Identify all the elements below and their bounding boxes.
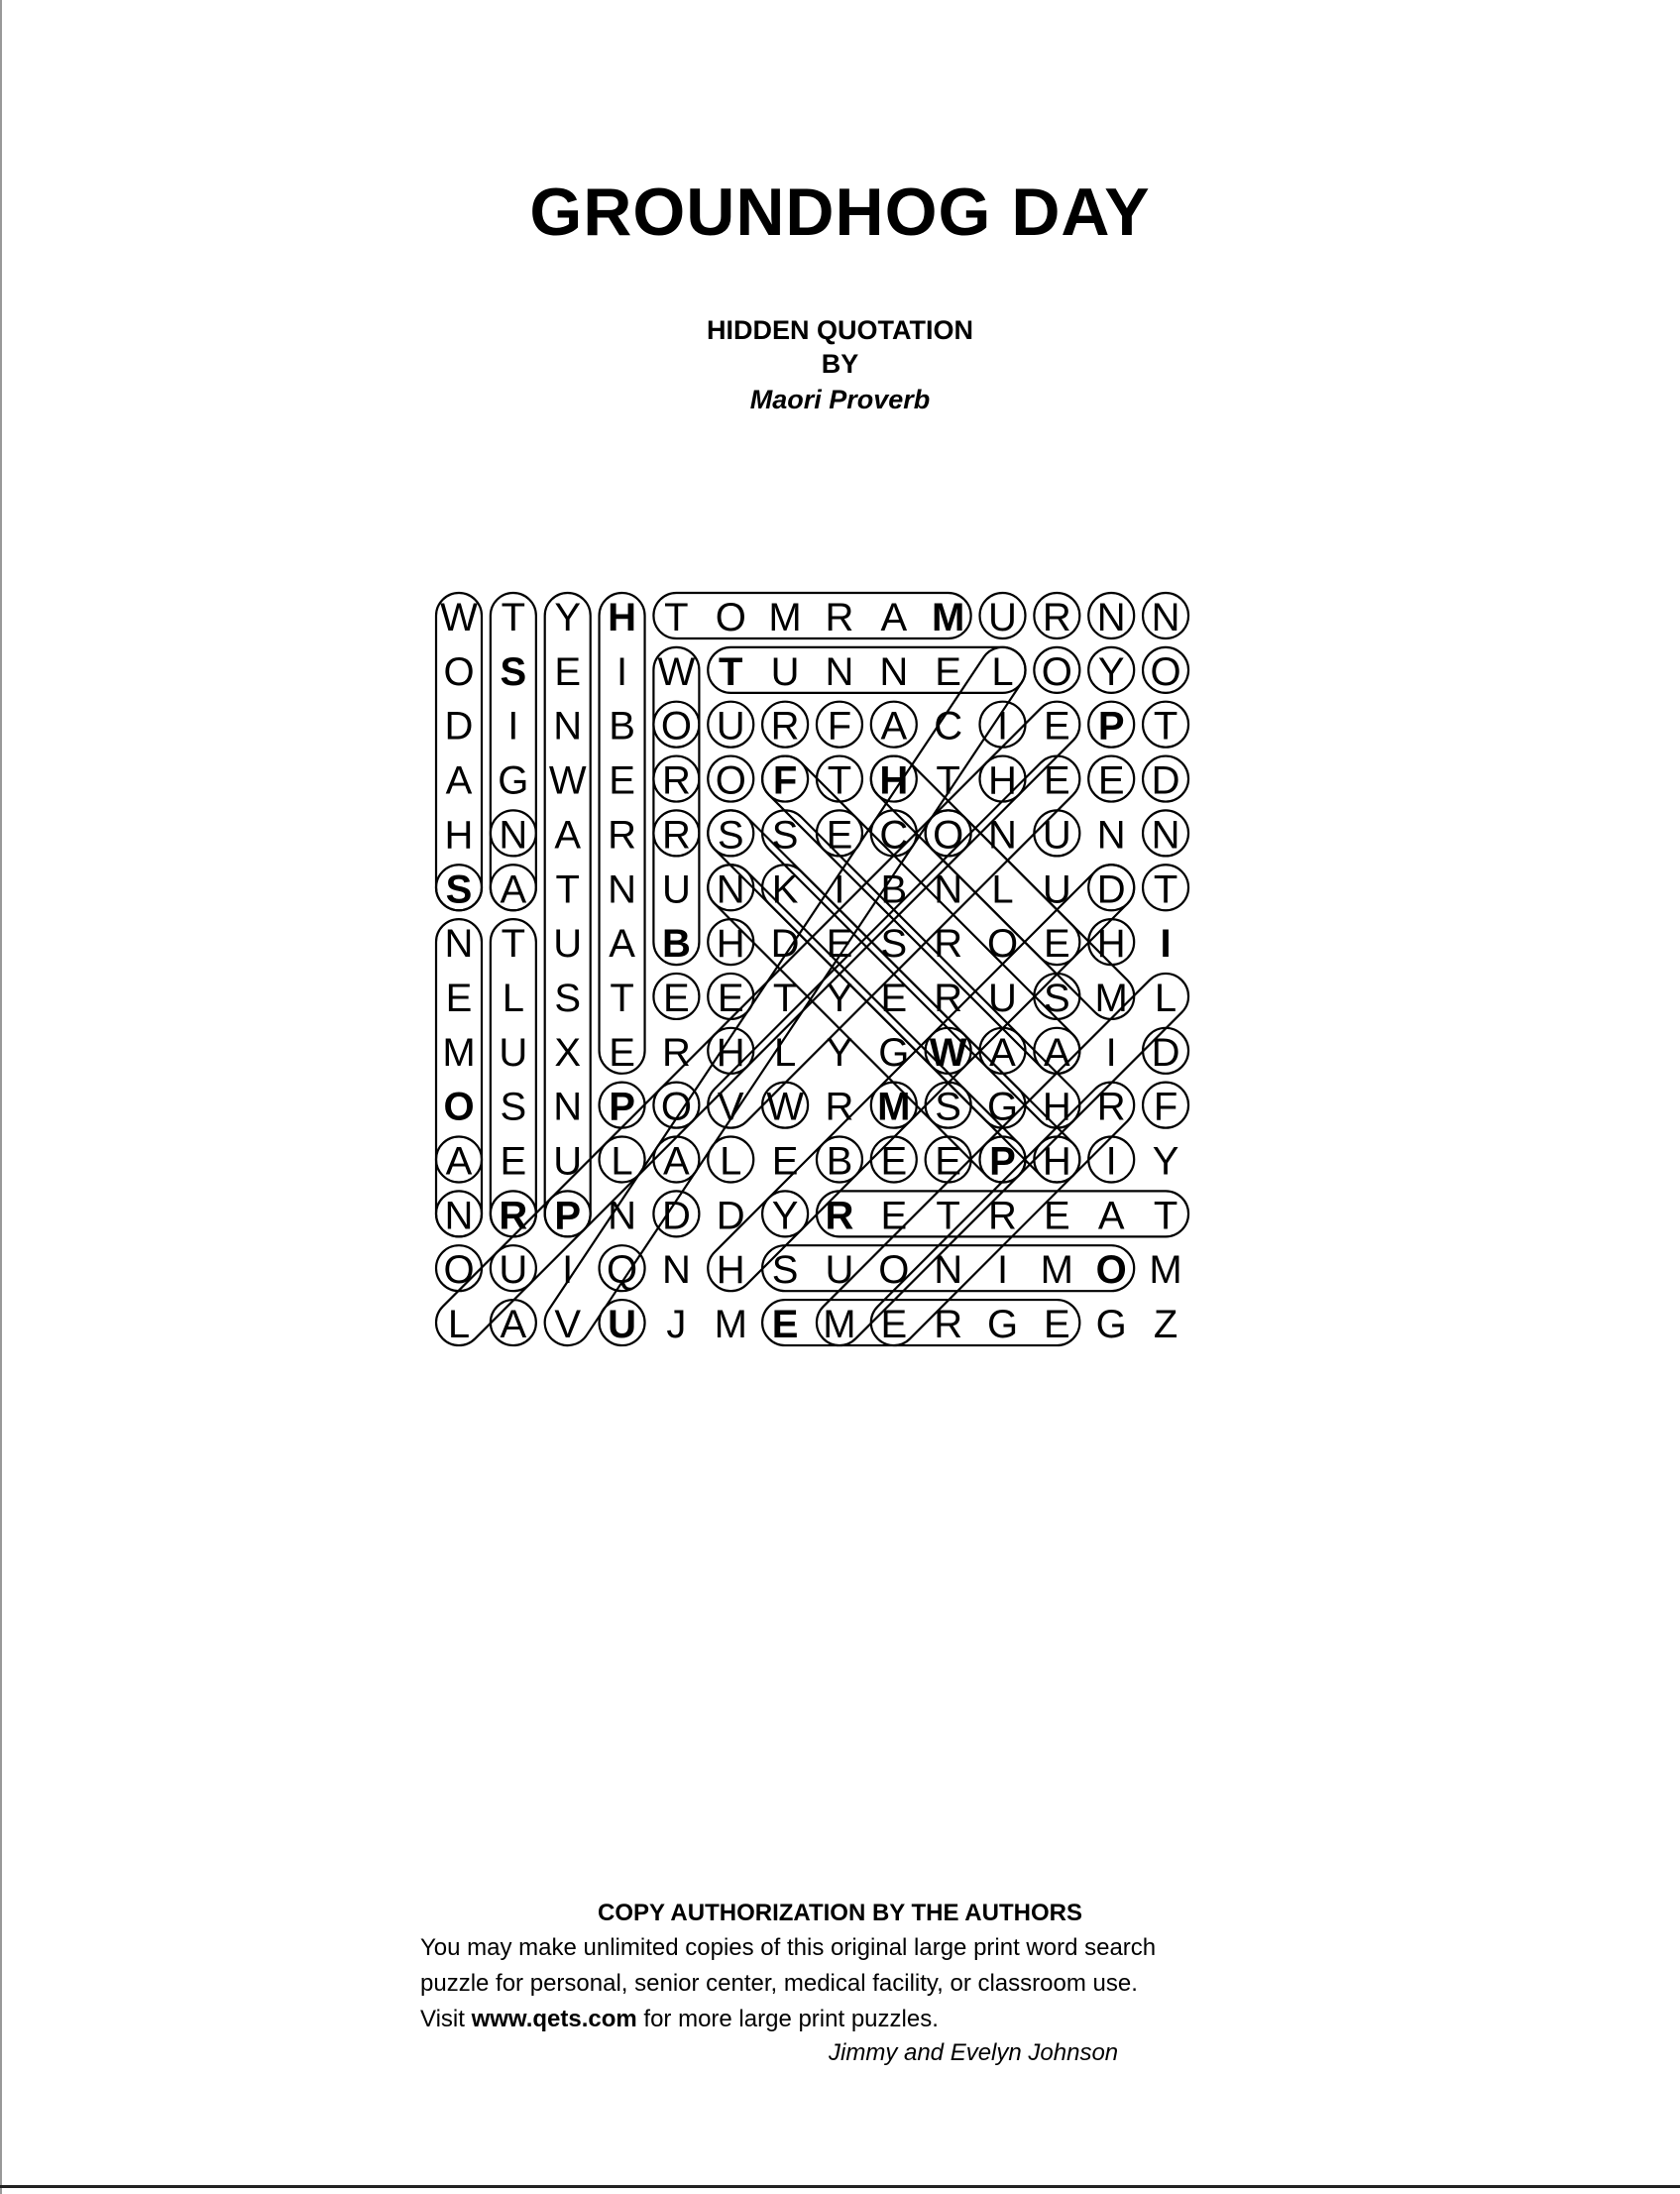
grid-letter: A — [663, 1139, 690, 1184]
grid-letter: B — [609, 704, 635, 749]
grid-letter: N — [444, 922, 474, 967]
grid-letter: N — [1151, 813, 1180, 858]
grid-letter: G — [1095, 1303, 1127, 1347]
grid-letter: R — [825, 1194, 854, 1238]
grid-letter: E — [500, 1139, 527, 1184]
grid-letter: T — [664, 596, 689, 639]
grid-letter: D — [661, 1194, 691, 1238]
grid-letter: H — [716, 1248, 745, 1293]
grid-letter: E — [1044, 1194, 1070, 1238]
cell-letters — [440, 596, 1182, 1346]
grid-letter: O — [443, 649, 475, 694]
grid-letter: S — [500, 1085, 527, 1129]
grid-letter: K — [771, 867, 799, 912]
grid-letter: M — [823, 1303, 856, 1347]
grid-letter: U — [608, 1303, 636, 1347]
word-loop-9 — [491, 919, 536, 1236]
word-loop-20 — [753, 747, 1089, 1083]
grid-letter: F — [1153, 1085, 1178, 1129]
word-loop-2 — [491, 593, 536, 910]
grid-letter: L — [1154, 976, 1177, 1020]
grid-letter: T — [1153, 704, 1178, 749]
grid-letter: W — [440, 596, 478, 639]
grid-letter: M — [1040, 1248, 1074, 1293]
grid-letter: A — [554, 813, 582, 858]
grid-letter: D — [1151, 1030, 1180, 1075]
grid-letter: D — [444, 704, 474, 749]
word-loop-8 — [436, 919, 482, 1236]
grid-letter: M — [714, 1303, 747, 1347]
grid-letter: P — [554, 1194, 582, 1238]
grid-letter: U — [553, 922, 583, 967]
grid-letter: Q — [606, 1248, 638, 1293]
grid-letter: I — [1105, 1139, 1117, 1184]
grid-letter: T — [772, 976, 798, 1020]
grid-letter: R — [934, 922, 963, 967]
grid-letter: A — [880, 596, 908, 639]
grid-letter: T — [555, 867, 580, 912]
grid-letter: R — [934, 1303, 963, 1347]
quotation-author: Maori Proverb — [749, 385, 931, 414]
grid-letter: D — [770, 922, 800, 967]
grid-letter: E — [445, 976, 473, 1020]
word-loop-7 — [708, 647, 1025, 693]
grid-letter: H — [879, 758, 909, 803]
grid-letter: Y — [1152, 1139, 1179, 1184]
grid-letter: E — [771, 1303, 799, 1347]
grid-letter: H — [716, 1030, 745, 1075]
grid-letter: V — [554, 1303, 582, 1347]
grid-letter: U — [1042, 867, 1071, 912]
grid-letter: L — [502, 976, 524, 1020]
grid-letter: E — [1044, 922, 1070, 967]
grid-letter: M — [768, 596, 802, 639]
grid-letter: E — [880, 976, 908, 1020]
grid-letter: T — [936, 758, 960, 803]
word-loop-12 — [762, 1300, 1079, 1345]
grid-letter: U — [770, 649, 800, 694]
grid-letter: T — [501, 596, 526, 639]
grid-letter: H — [1042, 1085, 1071, 1129]
grid-letter: A — [445, 758, 473, 803]
grid-letter: I — [996, 704, 1009, 749]
grid-letter: G — [986, 1303, 1019, 1347]
grid-letter: O — [443, 1248, 475, 1293]
grid-letter: T — [936, 1194, 960, 1238]
grid-letter: N — [879, 649, 909, 694]
grid-letter: O — [715, 596, 746, 639]
grid-letter: S — [445, 867, 473, 912]
grid-letter: H — [988, 758, 1017, 803]
grid-letter: V — [717, 1085, 744, 1129]
grid-letter: G — [986, 1085, 1019, 1129]
grid-letter: D — [1096, 867, 1126, 912]
grid-letter: U — [499, 1248, 528, 1293]
grid-letter: H — [1096, 922, 1126, 967]
grid-letter: R — [608, 813, 636, 858]
grid-letter: R — [770, 704, 800, 749]
authors-signature: Jimmy and Evelyn Johnson — [829, 2039, 1119, 2066]
grid-letter: U — [661, 867, 691, 912]
grid-letter: D — [1151, 758, 1180, 803]
grid-letter: O — [660, 1085, 692, 1129]
grid-letter: E — [935, 649, 961, 694]
grid-letter: R — [661, 813, 691, 858]
grid-letter: O — [660, 704, 692, 749]
grid-letter: O — [878, 1248, 910, 1293]
website-link[interactable]: www.qets.com — [471, 2006, 637, 2032]
grid-letter: E — [1044, 758, 1070, 803]
grid-letter: E — [717, 976, 744, 1020]
grid-letter: R — [661, 758, 691, 803]
grid-letter: R — [499, 1194, 528, 1238]
grid-letter: T — [1153, 867, 1178, 912]
grid-letter: M — [442, 1030, 476, 1075]
grid-letter: F — [827, 704, 852, 749]
grid-letter: C — [934, 704, 963, 749]
grid-letter: U — [988, 596, 1017, 639]
grid-letter: N — [988, 813, 1017, 858]
grid-letter: O — [933, 813, 964, 858]
grid-letter: A — [880, 704, 908, 749]
word-loop-24 — [699, 856, 1035, 1192]
grid-letter: N — [553, 704, 583, 749]
grid-letter: L — [773, 1030, 797, 1075]
grid-letter: A — [1097, 1194, 1125, 1238]
grid-letter: G — [498, 758, 529, 803]
grid-letter: S — [771, 1248, 799, 1293]
grid-letter: N — [934, 1248, 963, 1293]
grid-letter: R — [934, 976, 963, 1020]
grid-letter: P — [989, 1139, 1016, 1184]
quotation-heading: HIDDEN QUOTATION — [707, 315, 973, 345]
grid-letter: L — [447, 1303, 471, 1347]
by-label: BY — [821, 349, 859, 379]
grid-letter: N — [934, 867, 963, 912]
grid-letter: R — [1042, 596, 1071, 639]
grid-letter: O — [986, 922, 1019, 967]
grid-letter: A — [989, 1030, 1016, 1075]
grid-letter: O — [715, 758, 746, 803]
visit-suffix: for more large print puzzles. — [636, 2006, 939, 2032]
grid-letter: T — [1153, 1194, 1178, 1238]
copy-authorization-line-3 — [420, 2006, 939, 2033]
grid-letter: N — [1096, 596, 1126, 639]
grid-letter: H — [608, 596, 636, 639]
grid-letter: E — [1044, 704, 1070, 749]
grid-letter: E — [609, 758, 635, 803]
word-loop-5 — [653, 593, 970, 638]
grid-letter: F — [772, 758, 798, 803]
grid-letter: B — [880, 867, 908, 912]
grid-letter: N — [661, 1248, 691, 1293]
grid-letter: N — [1096, 813, 1126, 858]
grid-letter: I — [616, 649, 628, 694]
grid-letter: H — [716, 922, 745, 967]
grid-letter: A — [500, 867, 527, 912]
grid-letter: U — [499, 1030, 528, 1075]
grid-letter: I — [834, 867, 845, 912]
grid-letter: I — [562, 1248, 574, 1293]
grid-letter: R — [988, 1194, 1017, 1238]
grid-letter: N — [608, 1194, 636, 1238]
grid-letter: O — [1150, 649, 1181, 694]
copy-authorization-line-1: You may make unlimited copies of this original large print word search — [420, 1934, 1157, 1961]
grid-letter: N — [553, 1085, 583, 1129]
word-loops — [426, 593, 1197, 1355]
grid-letter: M — [931, 596, 965, 639]
grid-letter: U — [716, 704, 745, 749]
grid-letter: N — [444, 1194, 474, 1238]
copy-authorization-line-2: puzzle for personal, senior center, medical facility, or classroom use. — [420, 1970, 1138, 1997]
grid-letter: U — [825, 1248, 854, 1293]
grid-letter: X — [554, 1030, 582, 1075]
grid-letter: E — [1097, 758, 1125, 803]
grid-letter: S — [500, 649, 527, 694]
grid-letter: R — [1096, 1085, 1126, 1129]
grid-letter: S — [717, 813, 744, 858]
grid-letter: E — [663, 976, 690, 1020]
grid-letter: B — [661, 922, 691, 967]
grid-letter: J — [666, 1303, 687, 1347]
grid-letter: E — [826, 813, 853, 858]
grid-letter: T — [827, 758, 852, 803]
grid-letter: Y — [554, 596, 582, 639]
grid-letter: A — [500, 1303, 527, 1347]
grid-letter: I — [1160, 922, 1172, 967]
grid-letter: T — [501, 922, 526, 967]
grid-letter: M — [877, 1085, 911, 1129]
copy-authorization-heading: COPY AUTHORIZATION BY THE AUTHORS — [598, 1900, 1082, 1926]
word-loop-6 — [653, 647, 699, 965]
grid-letter: O — [443, 1085, 475, 1129]
grid-letter: A — [445, 1139, 473, 1184]
grid-letter: E — [771, 1139, 799, 1184]
cell-circles — [436, 593, 1188, 1345]
grid-letter: Y — [826, 1030, 853, 1075]
grid-letter: C — [879, 813, 909, 858]
grid-letter: M — [1094, 976, 1128, 1020]
grid-letter: Y — [771, 1194, 799, 1238]
grid-letter: A — [1044, 1030, 1070, 1075]
grid-letter: P — [1097, 704, 1125, 749]
grid-letter: D — [716, 1194, 745, 1238]
word-loop-16 — [699, 856, 1144, 1301]
grid-letter: E — [826, 922, 853, 967]
grid-letter: Z — [1153, 1303, 1178, 1347]
grid-letter: E — [1044, 1303, 1070, 1347]
grid-letter: R — [825, 1085, 854, 1129]
grid-letter: E — [554, 649, 582, 694]
grid-letter: E — [935, 1139, 961, 1184]
grid-letter: O — [1095, 1248, 1127, 1293]
grid-letter: T — [719, 649, 743, 694]
grid-letter: A — [609, 922, 635, 967]
grid-letter: R — [661, 1030, 691, 1075]
grid-letter: H — [1042, 1139, 1071, 1184]
grid-letter: E — [880, 1303, 908, 1347]
grid-letter: N — [825, 649, 854, 694]
grid-letter: G — [878, 1030, 910, 1075]
grid-letter: W — [548, 758, 587, 803]
grid-letter: Y — [1097, 649, 1125, 694]
grid-letter: U — [1042, 813, 1071, 858]
grid-letter: L — [611, 1139, 633, 1184]
grid-letter: N — [499, 813, 528, 858]
grid-letter: L — [991, 649, 1014, 694]
grid-letter: W — [929, 1030, 967, 1075]
grid-letter: N — [1151, 596, 1180, 639]
grid-letter: H — [444, 813, 474, 858]
grid-letter: I — [1105, 1030, 1117, 1075]
grid-letter: T — [610, 976, 634, 1020]
grid-letter: L — [720, 1139, 742, 1184]
grid-letter: W — [766, 1085, 804, 1129]
grid-letter: I — [507, 704, 519, 749]
grid-letter: M — [1149, 1248, 1182, 1293]
grid-letter: U — [988, 976, 1017, 1020]
grid-letter: W — [657, 649, 696, 694]
grid-letter: R — [825, 596, 854, 639]
word-loop-1 — [436, 593, 482, 910]
visit-label: Visit — [420, 2006, 472, 2032]
grid-letter: U — [553, 1139, 583, 1184]
grid-letter: E — [880, 1194, 908, 1238]
grid-letter: E — [880, 1139, 908, 1184]
grid-letter: S — [554, 976, 582, 1020]
grid-letter: I — [996, 1248, 1009, 1293]
grid-letter: E — [609, 1030, 635, 1075]
grid-letter: S — [771, 813, 799, 858]
grid-letter: P — [609, 1085, 635, 1129]
grid-letter: S — [880, 922, 908, 967]
grid-letter: O — [1041, 649, 1072, 694]
grid-letter: N — [716, 867, 745, 912]
grid-letter: Y — [826, 976, 853, 1020]
grid-letter: S — [1044, 976, 1070, 1020]
page-title: GROUNDHOG DAY — [529, 174, 1151, 250]
grid-letter: N — [608, 867, 636, 912]
grid-letter: S — [935, 1085, 961, 1129]
grid-letter: L — [991, 867, 1014, 912]
grid-letter: B — [826, 1139, 853, 1184]
